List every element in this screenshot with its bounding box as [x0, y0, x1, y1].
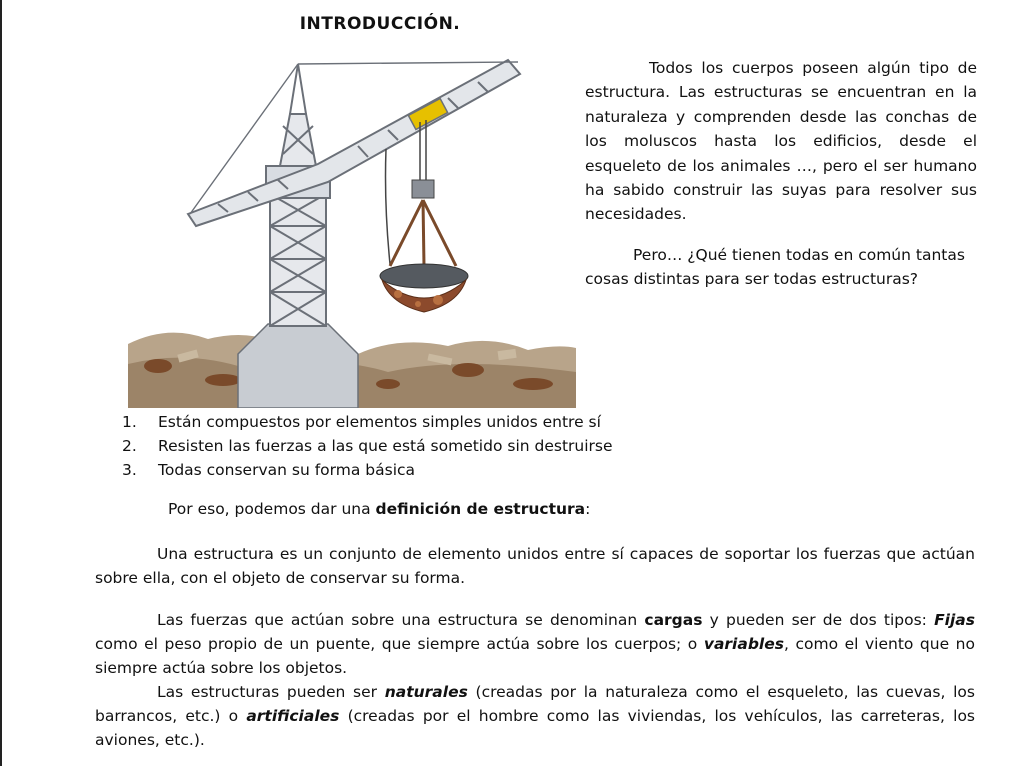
intro-text-block	[585, 56, 977, 292]
crane-jib	[188, 60, 520, 226]
crane-mast	[270, 194, 326, 326]
definition-intro: Por eso, podemos dar una definición de estructura:	[168, 500, 591, 518]
intro-paragraph-2: Pero… ¿Qué tienen todas en común tantas cosas distintas para ser todas estructuras?	[585, 245, 965, 289]
intro-paragraph-1: Todos los cuerpos poseen algún tipo de estructura. Las estructuras se encuentran en la naturaleza y comprenden desde las conchas de los moluscos hasta los edificios, desde el esqueleto de los animales …, pero el ser humano ha sabido construir las suyas para resolver sus necesidades.	[585, 59, 977, 224]
tower-crane-illustration	[128, 54, 576, 408]
list-item: 3. Todas conservan su forma básica	[122, 461, 416, 479]
page-title: INTRODUCCIÓN.	[299, 14, 461, 34]
list-item: 1. Están compuestos por elementos simples unidos entre sí	[122, 413, 601, 431]
structure-properties-list	[122, 410, 822, 482]
definition-paragraph: Una estructura es un conjunto de elemento unidos entre sí capaces de soportar los fuerzas que actúan sobre ella, con el objeto de conservar su forma.	[95, 545, 975, 587]
page-left-border	[0, 0, 2, 766]
list-item: 2. Resisten las fuerzas a las que está sometido sin destruirse	[122, 437, 613, 455]
types-paragraph: Las estructuras pueden ser naturales (creadas por la naturaleza como el esqueleto, las cuevas, los barrancos, etc.) o artificiales (creadas por el hombre como las viviendas, los vehículos, las carreteras, los aviones, etc.).	[95, 683, 975, 749]
forces-paragraph: Las fuerzas que actúan sobre una estructura se denominan cargas y pueden ser de dos tipos: Fijas como el peso propio de un puente, que siempre actúa sobre los cuerpos; o variables, como el viento que no siempre actúa sobre los objetos.	[95, 611, 975, 677]
